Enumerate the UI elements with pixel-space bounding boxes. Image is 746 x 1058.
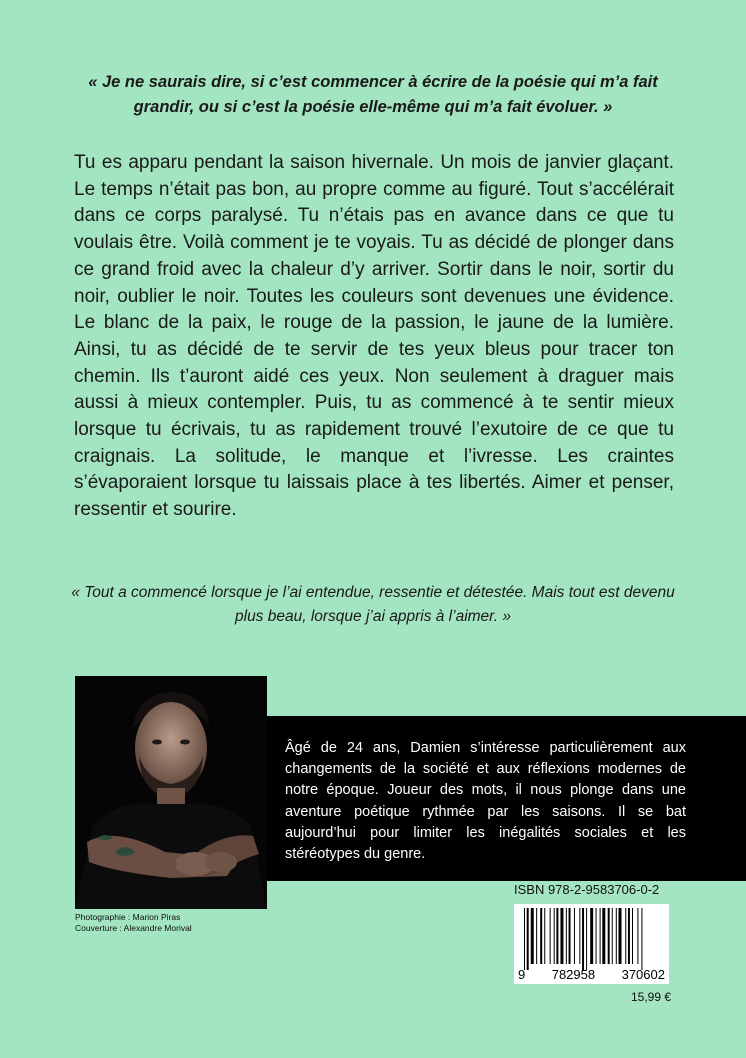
- photo-credits: [75, 912, 192, 934]
- barcode-bar: [574, 908, 575, 964]
- barcode-digits: [514, 967, 669, 982]
- barcode-bar: [625, 908, 626, 964]
- price: 15,99 €: [631, 990, 672, 1004]
- author-portrait-image: [75, 676, 267, 909]
- isbn-label: ISBN 978-2-9583706-0-2: [514, 882, 660, 897]
- barcode-bar: [608, 908, 610, 964]
- cover-credit: Couverture : Alexandre Morival: [75, 923, 192, 933]
- barcode-bar: [550, 908, 551, 964]
- barcode-bar: [600, 908, 601, 964]
- barcode-bar: [616, 908, 617, 964]
- barcode-bar: [569, 908, 571, 964]
- barcode-bar: [579, 908, 580, 964]
- barcode-bar: [560, 908, 563, 964]
- barcode-bar: [544, 908, 545, 964]
- author-photo: [75, 676, 267, 909]
- barcode-bar: [596, 908, 597, 964]
- barcode-bars: [514, 908, 669, 970]
- barcode-bar: [628, 908, 630, 964]
- barcode-bar: [632, 908, 633, 964]
- barcode-bar: [612, 908, 613, 964]
- barcode-bar: [602, 908, 605, 964]
- barcode-bar: [540, 908, 542, 964]
- barcode-bar: [527, 908, 529, 970]
- barcode-bar: [536, 908, 537, 964]
- top-quote: « Je ne saurais dire, si c’est commencer à écrire de la poésie qui m’a fait grandir, ou si c’est la poésie elle-même qui m’a fait évoluer. »: [88, 73, 658, 116]
- barcode-bar: [566, 908, 567, 964]
- barcode-bar: [586, 908, 587, 970]
- bottom-quote: « Tout a commencé lorsque je l’ai entendue, ressentie et détestée. Mais tout est devenu plus beau, lorsque j’ai appris à l’aimer. »: [71, 584, 675, 625]
- back-cover-text: Tu es apparu pendant la saison hivernale. Un mois de janvier glaçant. Le temps n’était pas bon, au propre comme au figuré. Tout s’accélérait dans ce corps paralysé. Tu n’étais pas en avance dans ce que tu voulais être. Voilà comment je te voyais. Tu as décidé de plonger dans ce grand froid avec la chaleur d’y arriver. Sortir dans le noir, sortir du noir, oublier le noir. Toutes les couleurs sont devenues une évidence. Le blanc de la paix, le rouge de la passion, le jaune de la lumière. Ainsi, tu as décidé de te servir de tes yeux bleus pour tracer ton chemin. Ils t’auront aidé ces yeux. Non seulement à draguer mais aussi à mieux contempler. Puis, tu as commencé à te sentir mieux lorsque tu écrivais, tu as rapidement trouvé l’exutoire de ce que tu craignais. La solitude, le manque et l’ivresse. Les craintes s’évaporaient lorsque tu laissais place à tes libertés. Aimer et penser, ressentir et sourire.: [74, 152, 674, 521]
- barcode-bar: [582, 908, 584, 970]
- barcode: [514, 904, 669, 984]
- barcode-bar: [637, 908, 638, 964]
- barcode-bar: [554, 908, 555, 964]
- barcode-bar: [524, 908, 525, 970]
- barcode-bar: [641, 908, 642, 970]
- author-bio: Âgé de 24 ans, Damien s’intéresse particulièrement aux changements de la société et aux réflexions modernes de notre époque. Joueur des mots, il nous plonge dans une aventure poétique rythmée par les saisons. Il se bat aujourd’hui pour limiter les inégalités sociales et les stéréotypes du genre.: [285, 740, 686, 863]
- barcode-digit-lead: 9: [518, 967, 526, 982]
- barcode-digits-right: 370602: [621, 967, 665, 982]
- photo-credit: Photographie : Marion Piras: [75, 912, 181, 922]
- barcode-bar: [590, 908, 593, 964]
- barcode-bar: [619, 908, 622, 964]
- barcode-digits-left: 782958: [551, 967, 596, 982]
- barcode-bar: [556, 908, 558, 964]
- barcode-bar: [531, 908, 534, 964]
